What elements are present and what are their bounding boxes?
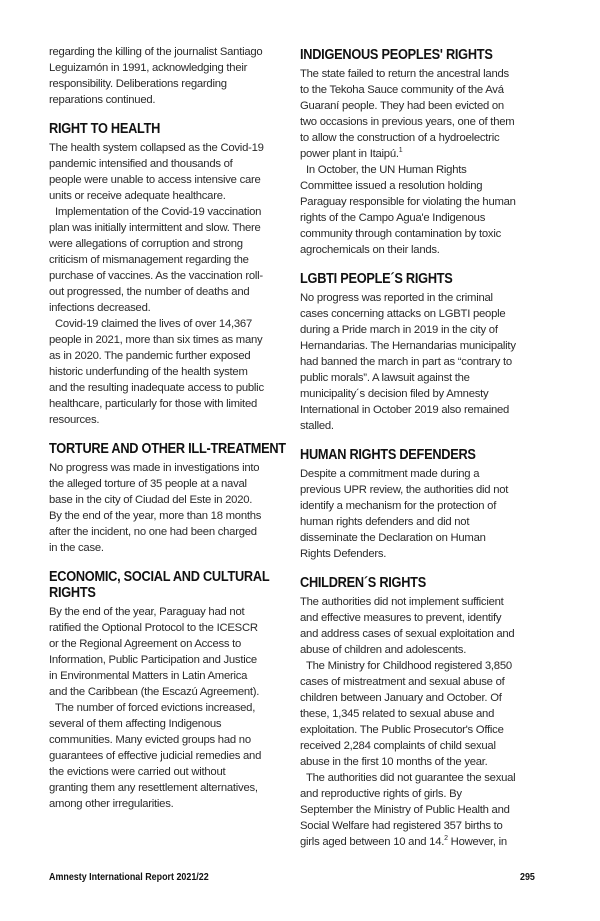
torture-paragraph-1: No progress was made in investigations into the alleged torture of 35 people at a naval base in the city of Ciudad del Este in 2020. By the end of the year, more than 18 months after the incident, no one had been charged in the case. [49,462,262,554]
indigenous-paragraph-1 [300,66,542,162]
children-paragraph-3-continued: However, in [447,836,507,848]
indigenous-paragraph-1-text: The state failed to return the ancestral lands to the Tekoha Sauce community of the Avá Guaraní people. They had been evicted on two occasions in previous years, one of them to allow the construction of a hydroelectric power plant in Itaipú. [300,68,515,160]
intro-paragraph: regarding the killing of the journalist Santiago Leguizamón in 1991, acknowledging their responsibility. Deliberations regarding reparations continued. [49,46,263,106]
heading-lgbti-rights: LGBTI PEOPLE´S RIGHTS [300,271,453,287]
lgbti-paragraph-1: No progress was reported in the criminal cases concerning attacks on LGBTI people during a Pride march in 2019 in the city of Hernandarias. The Hernandarias municipality had banned the march in part as “contrary to public morals”. A lawsuit against the municipality´s decision filed by Amnesty International in October 2019 also remained stalled. [300,292,516,432]
children-paragraph-1: The authorities did not implement sufficient and effective measures to prevent, identify and address cases of sexual exploitation and abuse of children and adolescents. [300,596,515,656]
health-paragraph-3: Covid-19 claimed the lives of over 14,367 people in 2021, more than six times as many as in 2020. The pandemic further exposed historic underfunding of the health system and the resulting inadequate access to public healthcare, particularly for those with limited resources. [49,318,264,426]
footnote-ref-1[interactable]: 1 [398,147,403,154]
defenders-paragraph-1: Despite a commitment made during a previous UPR review, the authorities did not identify a mechanism for the protection of human rights defenders and did not disseminate the Declaration on Human Rights Defenders. [300,468,509,560]
health-paragraph-2: Implementation of the Covid-19 vaccination plan was initially intermittent and slow. There were allegations of corruption and strong criticism of mismanagement regarding the purchase of vaccines. As the vaccination roll- out progressed, the number of deaths and infections decreased. [49,206,263,314]
heading-escr: ECONOMIC, SOCIAL AND CULTURAL RIGHTS [49,569,270,601]
left-column [49,44,289,812]
heading-childrens-rights: CHILDREN´S RIGHTS [300,575,426,591]
escr-paragraph-2: The number of forced evictions increased, several of them affecting Indigenous communities. Many evicted groups had no guarantees of effective judicial remedies and the evictions were carried out without granting them any resettlement alternatives, among other irregularities. [49,702,262,810]
footer-report-title: Amnesty International Report 2021/22 [49,871,209,883]
heading-indigenous-rights: INDIGENOUS PEOPLES' RIGHTS [300,47,493,63]
children-paragraph-3-text: The authorities did not guarantee the sexual and reproductive rights of girls. By September the Ministry of Public Health and Social Welfare had registered 357 births to girls aged between 10 and 14. [300,772,516,848]
heading-human-rights-defenders: HUMAN RIGHTS DEFENDERS [300,447,476,463]
escr-paragraph-1: By the end of the year, Paraguay had not ratified the Optional Protocol to the ICESCR or the Regional Agreement on Access to Information, Public Participation and Justice in Environmental Matters in Latin America and the Caribbean (the Escazú Agreement). [49,606,260,698]
page-number: 295 [520,871,535,883]
footnote-ref-2[interactable]: 2 [444,835,448,842]
children-paragraph-2: The Ministry for Childhood registered 3,850 cases of mistreatment and sexual abuse of children between January and October. Of these, 1,345 related to sexual abuse and exploitation. The Public Prosecutor's Office received 2,284 complaints of child sexual abuse in the first 10 months of the year. [300,660,512,768]
children-paragraph-3 [300,770,542,850]
heading-right-to-health: RIGHT TO HEALTH [49,121,161,137]
right-column [300,47,542,850]
health-paragraph-1: The health system collapsed as the Covid-19 pandemic intensified and thousands of people were unable to access intensive care units or receive adequate healthcare. [49,142,264,202]
indigenous-paragraph-2: In October, the UN Human Rights Committee issued a resolution holding Paraguay responsible for violating the human rights of the Campo Agua'e Indigenous community through contamination by toxic agrochemicals on their lands. [300,164,516,256]
heading-torture: TORTURE AND OTHER ILL-TREATMENT [49,441,286,457]
